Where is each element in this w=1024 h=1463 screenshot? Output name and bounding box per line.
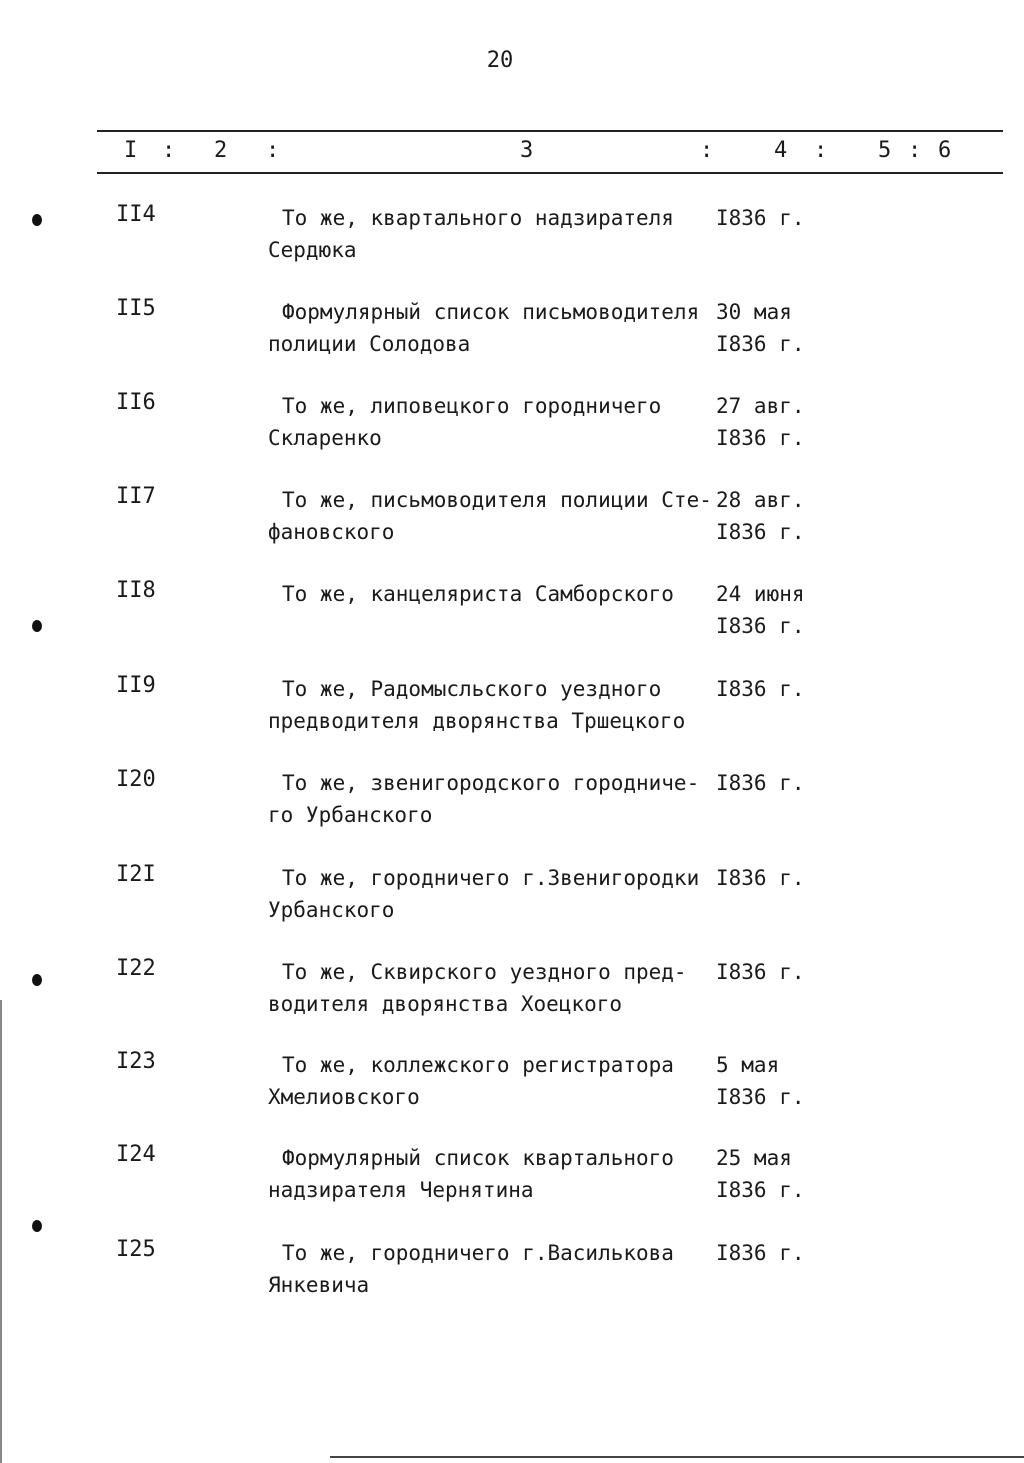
record-row [0,956,1024,1050]
record-date: 24 июня I836 г. [716,582,805,638]
record-number: II8 [116,578,156,603]
record-title: То же, квартального надзирателя Сердюка [268,206,674,262]
record-title: То же, звенигородского городниче- го Урбанского [268,771,700,827]
record-number: I20 [116,767,156,792]
record-row [0,484,1024,578]
header-col-2: 2 [214,138,228,163]
record-title: То же, Радомысльского уездного предводителя дворянства Тршецкого [268,677,686,733]
record-number: I2I [116,862,156,887]
record-title: Формулярный список квартального надзирателя Чернятина [268,1146,674,1202]
header-separator: : [700,138,714,163]
header-top-rule [97,130,1003,132]
punch-hole-mark [32,214,42,226]
page-number: 20 [486,48,514,73]
record-number: II6 [116,390,156,415]
record-title: Формулярный список письмоводителя полиции Солодова [268,300,700,356]
record-number: I22 [116,956,156,981]
header-bottom-rule [97,172,1003,174]
record-date: 27 авг. I836 г. [716,394,805,450]
header-col-4: 4 [774,138,788,163]
punch-hole-mark [32,620,42,632]
record-date: 5 мая I836 г. [716,1053,805,1109]
record-date: 28 авг. I836 г. [716,488,805,544]
record-row [0,767,1024,861]
record-title: То же, письмоводителя полиции Сте- фановского [268,488,712,544]
record-date: I836 г. [716,677,805,701]
record-date: 30 мая I836 г. [716,300,805,356]
record-row [0,1049,1024,1143]
record-number: I24 [116,1142,156,1167]
record-number: II9 [116,673,156,698]
record-number: II4 [116,202,156,227]
punch-hole-mark [32,974,42,986]
record-date: I836 г. [716,771,805,795]
record-row [0,578,1024,672]
record-row [0,390,1024,484]
header-col-3: 3 [520,138,534,163]
record-date: I836 г. [716,206,805,230]
header-separator: : [162,138,176,163]
page-edge-line [0,1000,2,1463]
footer-rule [330,1456,1024,1458]
record-date: 25 мая I836 г. [716,1146,805,1202]
record-row [0,862,1024,956]
record-number: I25 [116,1237,156,1262]
record-date: I836 г. [716,960,805,984]
record-date: I836 г. [716,866,805,890]
record-row [0,202,1024,296]
header-col-1: I [124,138,138,163]
record-title: То же, городничего г.Василькова Янкевича [268,1241,674,1297]
record-row [0,673,1024,767]
record-number: I23 [116,1049,156,1074]
record-number: II5 [116,296,156,321]
header-separator: : [266,138,280,163]
record-title: То же, коллежского регистратора Хмелиовского [268,1053,674,1109]
record-title: То же, Сквирского уездного пред- водителя дворянства Хоецкого [268,960,687,1016]
record-row [0,296,1024,390]
record-number: II7 [116,484,156,509]
record-title: То же, липовецкого городничего Скларенко [268,394,662,450]
record-row [0,1142,1024,1236]
record-title: То же, канцеляриста Самборского [282,582,674,606]
record-title: То же, городничего г.Звенигородки Урбанского [268,866,700,922]
header-separator: : [908,138,922,163]
record-date: I836 г. [716,1241,805,1265]
header-col-5: 5 [878,138,892,163]
record-row [0,1237,1024,1331]
header-separator: : [814,138,828,163]
punch-hole-mark [32,1220,42,1232]
header-col-6: 6 [938,138,952,163]
